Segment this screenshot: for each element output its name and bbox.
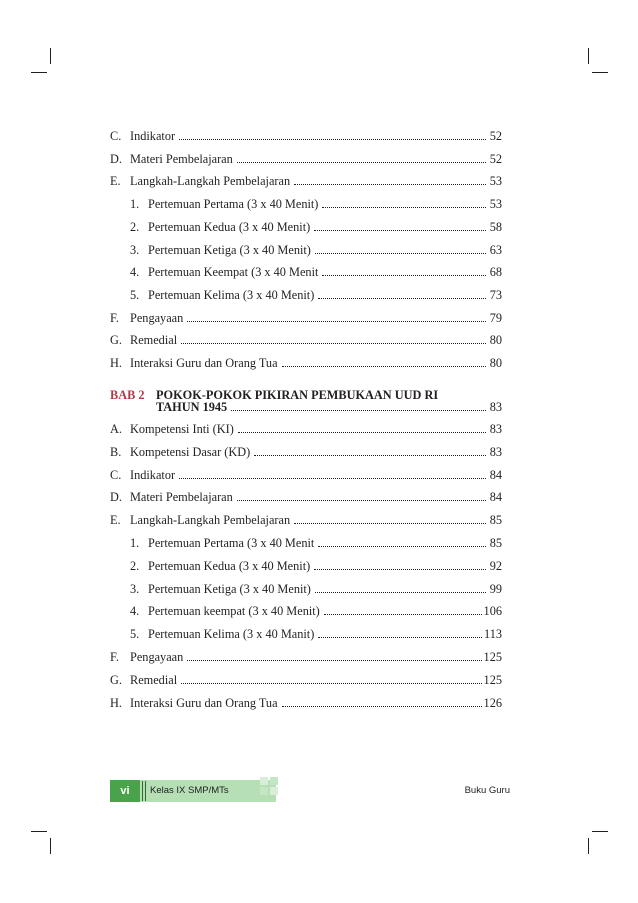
toc-entry-title: Pertemuan Kelima (3 x 40 Menit): [148, 287, 315, 302]
footer-decor-square: [270, 787, 278, 795]
toc-entry-label: E.: [110, 174, 121, 189]
toc-page-number: 83: [489, 444, 502, 459]
toc-entry-label: C.: [110, 467, 122, 482]
footer-divider: [145, 781, 146, 801]
toc-entry[interactable]: [110, 598, 502, 618]
toc-leader-dots: [254, 455, 486, 456]
toc-entry[interactable]: [110, 237, 502, 257]
toc-entry-title: Langkah-Langkah Pembelajaran: [130, 174, 291, 189]
toc-entry[interactable]: [110, 146, 502, 166]
toc-entry-title: Pertemuan Keempat (3 x 40 Menit: [148, 265, 319, 280]
toc-page-number: 52: [489, 129, 502, 143]
page-footer: [110, 777, 510, 805]
toc-entry-label: F.: [110, 310, 119, 325]
toc-entry[interactable]: [110, 439, 502, 459]
toc-page-number: 73: [489, 287, 502, 302]
toc-leader-dots: [315, 253, 486, 254]
toc-entry-label: D.: [110, 151, 122, 166]
toc-entry[interactable]: [110, 553, 502, 573]
toc-entry-title: Pertemuan Kedua (3 x 40 Menit): [148, 219, 311, 234]
crop-mark: [588, 48, 589, 64]
toc-page-number: 80: [489, 356, 502, 370]
toc-entry[interactable]: [110, 621, 502, 641]
toc-entry[interactable]: [110, 416, 502, 436]
toc-entry-title: Pertemuan Ketiga (3 x 40 Menit): [148, 242, 311, 257]
toc-entry-title: Remedial: [130, 672, 178, 687]
toc-page-number: 113: [484, 627, 502, 642]
toc-entry-title: Pengayaan: [130, 310, 184, 325]
toc-entry-label: 3.: [130, 581, 140, 596]
toc-entry-label: A.: [110, 422, 122, 436]
toc-entry-title: Pertemuan Kedua (3 x 40 Menit): [148, 558, 311, 573]
toc-page-number: 125: [483, 672, 502, 687]
toc-leader-dots: [294, 523, 486, 524]
crop-mark: [50, 838, 51, 854]
toc-page-number: 92: [489, 558, 502, 573]
toc-page-number: 79: [489, 310, 502, 325]
toc-page-number: 84: [489, 467, 502, 482]
toc-entry-label: D.: [110, 490, 122, 505]
toc-entry-title: Pertemuan keempat (3 x 40 Menit): [148, 604, 320, 619]
toc-entry[interactable]: [110, 690, 502, 710]
toc-entry-label: F.: [110, 650, 119, 664]
toc-leader-dots: [324, 614, 482, 615]
toc-entry-label: 5.: [130, 627, 140, 642]
toc-leader-dots: [318, 637, 482, 638]
footer-book-label: Kelas IX SMP/MTs: [150, 785, 229, 796]
toc-entry[interactable]: [110, 214, 502, 234]
toc-entry[interactable]: [110, 191, 502, 211]
toc-entry-label: 4.: [130, 265, 140, 280]
footer-decor-square: [260, 787, 268, 795]
toc-leader-dots: [314, 569, 486, 570]
footer-right-label: Buku Guru: [464, 785, 510, 796]
toc-entry-title: Langkah-Langkah Pembelajaran: [130, 513, 291, 528]
toc-leader-dots: [187, 321, 486, 322]
toc-page-number: 63: [489, 242, 502, 257]
toc-entry-label: G.: [110, 333, 122, 348]
toc-page-number: 53: [489, 197, 502, 212]
toc-page-number: 52: [489, 151, 502, 166]
toc-entry[interactable]: [110, 507, 502, 527]
toc-leader-dots: [181, 683, 481, 684]
toc-entry[interactable]: [110, 350, 502, 370]
toc-page-number: 53: [489, 174, 502, 189]
toc-entry-label: 1.: [130, 536, 140, 550]
footer-divider: [142, 781, 143, 801]
toc-leader-dots: [231, 410, 486, 411]
toc-page-number: 85: [489, 536, 502, 550]
toc-entry-title: Materi Pembelajaran: [130, 490, 233, 505]
toc-leader-dots: [294, 184, 486, 185]
toc-page-number: 99: [489, 581, 502, 596]
toc-leader-dots: [179, 478, 486, 479]
toc-entry[interactable]: [110, 327, 502, 347]
toc-entry[interactable]: [110, 484, 502, 504]
toc-entry[interactable]: [110, 644, 502, 664]
toc-entry-title: Pengayaan: [130, 650, 184, 664]
toc-entry-title: Remedial: [130, 333, 178, 348]
toc-entry-label: 4.: [130, 604, 140, 619]
toc-entry[interactable]: [110, 530, 502, 550]
toc-entry-title: Pertemuan Kelima (3 x 40 Manit): [148, 627, 315, 642]
toc-leader-dots: [315, 592, 486, 593]
toc-leader-dots: [187, 660, 481, 661]
bab-2-title-line1: POKOK-POKOK PIKIRAN PEMBUKAAN UUD RI: [156, 388, 439, 402]
toc-leader-dots: [282, 706, 482, 707]
toc-page-number: 106: [483, 604, 502, 619]
toc-entry-label: 1.: [130, 197, 140, 212]
toc-entry-title: Pertemuan Pertama (3 x 40 Menit: [148, 536, 315, 550]
toc-entry-label: E.: [110, 513, 121, 528]
toc-entry-label: 2.: [130, 558, 140, 573]
toc-entry[interactable]: [110, 305, 502, 325]
toc-page-number: 125: [483, 650, 502, 664]
crop-mark: [50, 48, 51, 64]
crop-mark: [31, 831, 47, 832]
toc-leader-dots: [318, 546, 486, 547]
bab-2-label: BAB 2: [110, 388, 145, 402]
toc-entry[interactable]: [110, 462, 502, 482]
toc-entry-title: Interaksi Guru dan Orang Tua: [130, 695, 278, 710]
footer-decor-square: [260, 777, 268, 785]
toc-entry-label: H.: [110, 695, 122, 710]
toc-leader-dots: [314, 230, 486, 231]
toc-entry-title: Indikator: [130, 129, 176, 143]
toc-page-number: 83: [489, 400, 502, 414]
toc-entry-title: Materi Pembelajaran: [130, 151, 233, 166]
footer-page-number: vi: [110, 780, 140, 802]
toc-page-number: 83: [489, 422, 502, 436]
toc-entry[interactable]: [110, 259, 502, 279]
toc-entry-label: B.: [110, 444, 122, 459]
crop-mark: [592, 72, 608, 73]
bab-2-title-row[interactable]: [110, 394, 502, 414]
toc-leader-dots: [181, 343, 486, 344]
toc-entry[interactable]: [110, 282, 502, 302]
toc-entry[interactable]: [110, 123, 502, 143]
toc-entry-title: Pertemuan Pertama (3 x 40 Menit): [148, 197, 319, 212]
toc-entry-title: Indikator: [130, 467, 176, 482]
toc-entry-title: Interaksi Guru dan Orang Tua: [130, 356, 278, 370]
toc-leader-dots: [322, 207, 486, 208]
toc-entry-label: G.: [110, 672, 122, 687]
toc-entry-label: 3.: [130, 242, 140, 257]
toc-entry-label: H.: [110, 356, 122, 370]
toc-entry-title: Pertemuan Ketiga (3 x 40 Menit): [148, 581, 311, 596]
toc-leader-dots: [238, 432, 486, 433]
footer-decor-square: [270, 777, 278, 785]
toc-page-number: 68: [489, 265, 502, 280]
toc-leader-dots: [237, 162, 486, 163]
toc-leader-dots: [179, 139, 486, 140]
toc-entry[interactable]: [110, 667, 502, 687]
toc-leader-dots: [282, 366, 486, 367]
toc-leader-dots: [318, 298, 486, 299]
crop-mark: [592, 831, 608, 832]
toc-page-number: 58: [489, 219, 502, 234]
toc-entry-label: C.: [110, 129, 122, 143]
toc-entry[interactable]: [110, 168, 502, 188]
toc-leader-dots: [322, 275, 486, 276]
bab-2-title-line2: TAHUN 1945: [156, 400, 228, 414]
toc-entry[interactable]: [110, 576, 502, 596]
crop-mark: [31, 72, 47, 73]
toc-leader-dots: [237, 500, 486, 501]
toc-entry-title: Kompetensi Dasar (KD): [130, 444, 251, 459]
toc-page-number: 85: [489, 513, 502, 528]
toc-entry-label: 5.: [130, 287, 140, 302]
toc-entry-title: Kompetensi Inti (KI): [130, 422, 234, 436]
toc-page-number: 84: [489, 490, 502, 505]
toc-entry-label: 2.: [130, 219, 140, 234]
toc-page-number: 80: [489, 333, 502, 348]
crop-mark: [588, 838, 589, 854]
toc-page-number: 126: [483, 695, 502, 710]
